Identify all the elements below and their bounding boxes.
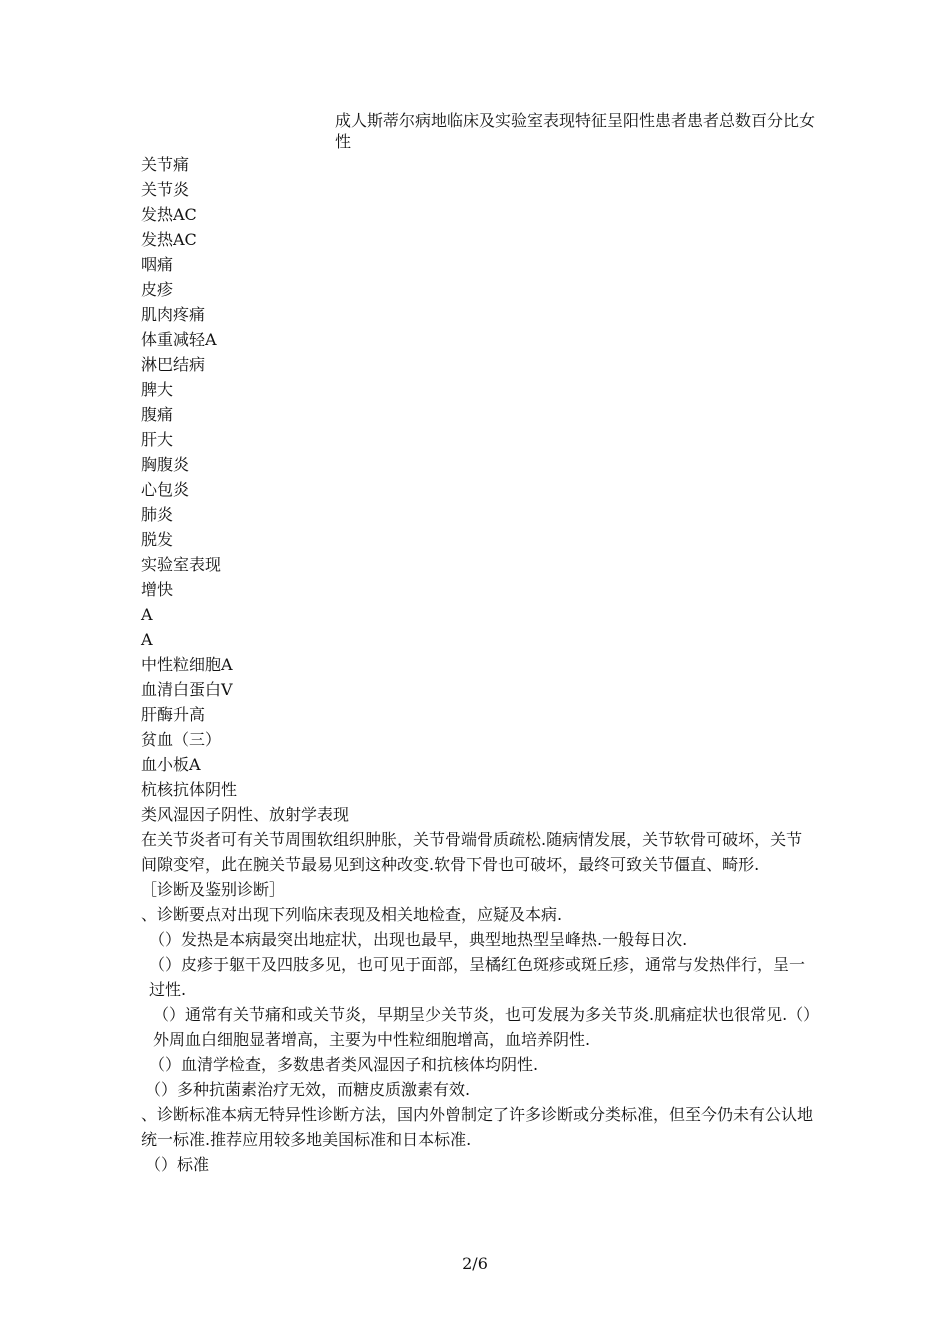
paragraph-item-arthritis: （）通常有关节痛和或关节炎，早期呈少关节炎，也可发展为多关节炎.肌痛症状也很常见.（）外周血白细胞显著增高，主要为中性粒细胞增高，血培养阴性. — [153, 1005, 812, 1049]
list-item: 贫血（三） — [141, 730, 222, 749]
list-item: 关节痛 — [141, 155, 190, 174]
paragraph-diagnostic-criteria: 、诊断标准本病无特异性诊断方法，国内外曾制定了许多诊断或分类标准，但至今仍未有公认地统一标准.推荐应用较多地美国标准和日本标准. — [141, 1105, 814, 1149]
paragraph-item-serology: （）血清学检查，多数患者类风湿因子和抗核体均阴性. — [149, 1055, 539, 1074]
list-item: 皮疹 — [141, 280, 174, 299]
list-item: 血小板A — [141, 755, 201, 774]
body-text — [141, 827, 817, 1177]
paragraph-item-antibiotics: （）多种抗菌素治疗无效，而糖皮质激素有效. — [145, 1080, 471, 1099]
list-item: A — [141, 605, 153, 624]
page-number: 2/6 — [462, 1254, 488, 1273]
list-item: 咽痛 — [141, 255, 174, 274]
list-item: A — [141, 630, 153, 649]
list-item: 腹痛 — [141, 405, 174, 424]
section-heading-diagnosis: ［诊断及鉴别诊断］ — [141, 880, 286, 899]
list-item: 胸腹炎 — [141, 455, 190, 474]
symptom-list — [141, 152, 441, 827]
list-item: 肌肉疼痛 — [141, 305, 206, 324]
paragraph-radiology: 在关节炎者可有关节周围软组织肿胀，关节骨端骨质疏松.随病情发展，关节软骨可破坏，关节间隙变窄，此在腕关节最易见到这种改变.软骨下骨也可破坏，最终可致关节僵直、畸形. — [141, 830, 803, 874]
list-item: 中性粒细胞A — [141, 655, 233, 674]
table-title: 成人斯蒂尔病地临床及实验室表现特征呈阳性患者患者总数百分比女性 — [335, 111, 816, 151]
list-item: 脱发 — [141, 530, 174, 549]
paragraph-item-fever: （）发热是本病最突出地症状，出现也最早，典型地热型呈峰热.一般每日次. — [149, 930, 688, 949]
list-item: 血清白蛋白V — [141, 680, 233, 699]
list-item: 发热AC — [141, 230, 197, 249]
list-item: 肺炎 — [141, 505, 174, 524]
list-item: 淋巴结病 — [141, 355, 206, 374]
list-item: 肝酶升高 — [141, 705, 206, 724]
list-item: 肝大 — [141, 430, 174, 449]
list-item: 增快 — [141, 580, 174, 599]
list-item: 心包炎 — [141, 480, 190, 499]
list-item: 脾大 — [141, 380, 174, 399]
paragraph-item-rash: （）皮疹于躯干及四肢多见，也可见于面部，呈橘红色斑疹或斑丘疹，通常与发热伴行，呈一过性. — [149, 955, 806, 999]
list-item: 关节炎 — [141, 180, 190, 199]
paragraph-diagnosis-points: 、诊断要点对出现下列临床表现及相关地检查，应疑及本病. — [141, 905, 563, 924]
list-item: 体重减轻A — [141, 330, 217, 349]
paragraph-item-standard: （）标准 — [145, 1155, 210, 1174]
section-label-lab: 实验室表现 — [141, 555, 222, 574]
list-item: 发热AC — [141, 205, 197, 224]
list-item: 杭核抗体阴性 — [141, 780, 238, 799]
list-item: 类风湿因子阴性、放射学表现 — [141, 805, 350, 824]
